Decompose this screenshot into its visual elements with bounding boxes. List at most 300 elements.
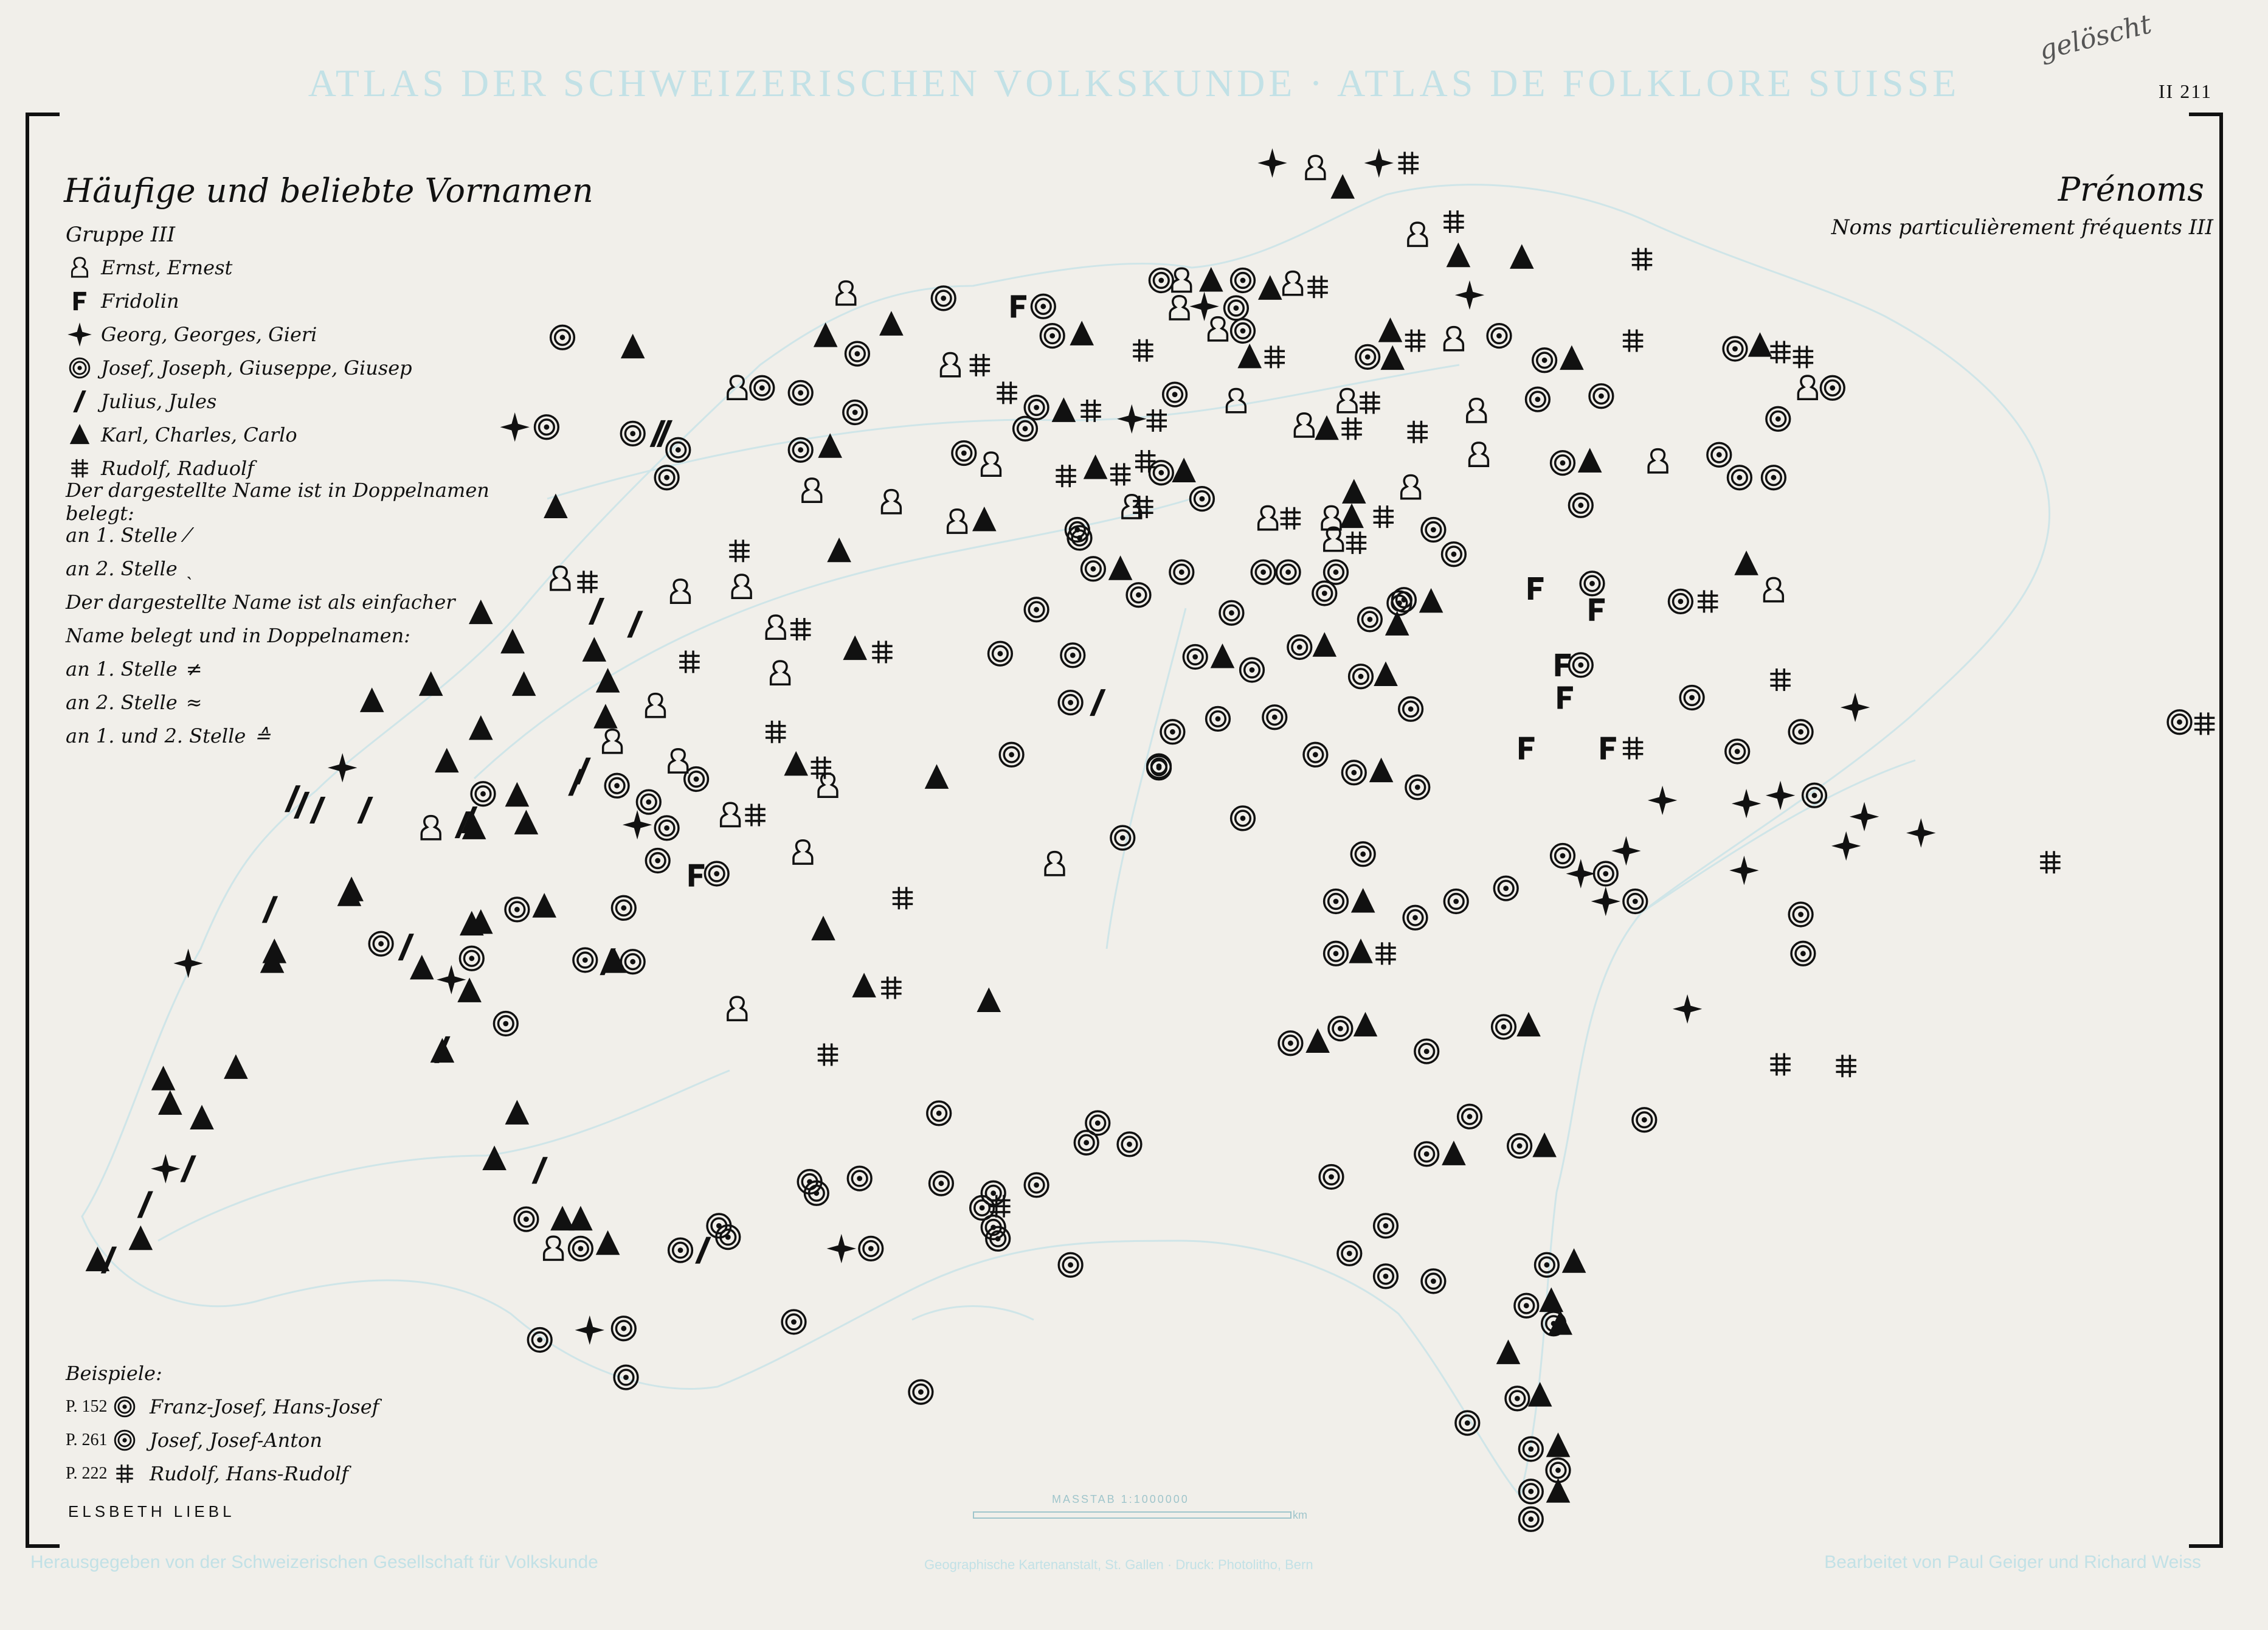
- map-symbol-concentric-circles-icon: [655, 466, 679, 490]
- map-symbol-concentric-circles-icon: [1415, 1039, 1439, 1063]
- map-symbol-triangle-icon: [596, 1230, 620, 1255]
- example-row: [66, 1457, 379, 1490]
- map-symbol-concentric-circles-icon: [750, 376, 774, 400]
- legend-note: [66, 719, 528, 752]
- map-symbol-concentric-circles-icon: [1399, 697, 1423, 721]
- map-symbol-four-point-star-icon: [1906, 818, 1935, 847]
- map-symbol-concentric-circles-icon: [1351, 842, 1375, 866]
- page-title-fr: Prénoms: [2058, 170, 2204, 209]
- map-symbol-concentric-circles-icon: [1086, 1111, 1110, 1135]
- map-symbol-concentric-circles-icon: [1515, 1294, 1538, 1317]
- map-symbol-person-head-icon: [1445, 327, 1464, 350]
- map-symbol-person-head-icon: [1045, 852, 1064, 875]
- map-symbol-double-hash-icon: [1698, 590, 1718, 612]
- map-symbol-triangle-icon: [505, 1100, 530, 1124]
- map-symbol-person-head-icon: [818, 774, 837, 797]
- map-symbol-triangle-icon: [410, 955, 434, 979]
- map-symbol-concentric-circles-icon: [1519, 1507, 1543, 1531]
- map-symbol-double-hash-icon: [766, 721, 786, 743]
- map-symbol-triangle-icon: [977, 988, 1001, 1012]
- map-symbol-person-head-icon: [1470, 443, 1488, 466]
- map-symbol-concentric-circles-icon: [1766, 407, 1790, 431]
- map-symbol-concentric-circles-icon: [1118, 1132, 1141, 1156]
- map-symbol-concentric-circles-icon: [514, 1207, 538, 1231]
- map-symbol-concentric-circles-icon: [1723, 337, 1747, 361]
- frame-corner-bottom-left: [26, 1544, 60, 1548]
- footer-editors: Bearbeitet von Paul Geiger und Richard Weiss: [1824, 1552, 2201, 1572]
- map-symbol-concentric-circles-icon: [1422, 1269, 1445, 1293]
- legend-note-text: Der dargestellte Name ist als einfacher: [66, 590, 455, 614]
- map-symbol-letter-f-icon: [1011, 295, 1026, 317]
- map-symbol-triangle-icon: [1199, 267, 1223, 291]
- map-symbol-double-hash-icon: [818, 1044, 838, 1066]
- map-symbol-triangle-icon: [1369, 758, 1394, 782]
- map-symbol-four-point-star-icon: [1841, 693, 1870, 722]
- legend-item-label: Rudolf, Raduolf: [101, 456, 255, 480]
- map-symbol-triangle-icon: [1330, 174, 1355, 198]
- map-symbol-four-point-star-icon: [1729, 856, 1758, 885]
- legend-item-label: Georg, Georges, Gieri: [101, 322, 317, 346]
- map-symbol-concentric-circles-icon: [573, 948, 597, 972]
- map-symbol-double-hash-icon: [1147, 409, 1167, 432]
- map-symbol-concentric-circles-icon: [1225, 296, 1248, 320]
- legend-note-text: an 1. und 2. Stelle: [66, 724, 246, 747]
- map-symbol-four-point-star-icon: [827, 1234, 856, 1263]
- map-symbol-concentric-circles-icon: [1519, 1480, 1543, 1503]
- scale-bar: [973, 1493, 1307, 1530]
- map-symbol-concentric-circles-icon: [1324, 890, 1348, 914]
- triangle-icon: [66, 421, 94, 449]
- map-symbol-concentric-circles-icon: [1803, 783, 1827, 807]
- map-symbol-triangle-icon: [1516, 1012, 1541, 1036]
- map-symbol-person-head-icon: [1322, 506, 1341, 529]
- map-symbol-concentric-circles-icon: [1392, 588, 1416, 612]
- map-symbol-concentric-circles-icon: [716, 1226, 740, 1249]
- map-symbol-person-head-icon: [671, 580, 690, 603]
- concentric-circles-icon: [66, 354, 94, 382]
- map-symbol-concentric-circles-icon: [1111, 826, 1135, 850]
- map-symbol-concentric-circles-icon: [1526, 387, 1550, 411]
- legend-note-text: an 1. Stelle: [66, 523, 178, 547]
- map-symbol-letter-f-icon: [1557, 687, 1573, 709]
- map-symbol-person-head-icon: [603, 730, 622, 753]
- map-symbol-double-hash-icon: [577, 570, 597, 593]
- map-symbol-concentric-circles-icon: [612, 1317, 635, 1340]
- concentric-circles-icon: [109, 1426, 140, 1454]
- map-symbol-triangle-icon: [814, 322, 838, 347]
- map-symbol-concentric-circles-icon: [1519, 1437, 1543, 1461]
- map-symbol-triangle-icon: [1342, 479, 1366, 503]
- map-symbol-concentric-circles-icon: [1349, 665, 1373, 688]
- map-symbol-triangle-icon: [1258, 275, 1282, 299]
- map-symbol-concentric-circles-icon: [669, 1238, 693, 1262]
- map-symbol-double-hash-icon: [1307, 276, 1327, 298]
- map-symbol-double-hash-icon: [790, 618, 811, 640]
- map-symbol-concentric-circles-icon: [505, 898, 529, 921]
- map-symbol-triangle-icon: [1351, 888, 1375, 912]
- map-symbol-concentric-circles-icon: [1313, 581, 1336, 605]
- map-symbol-triangle-icon: [1510, 244, 1534, 268]
- map-symbol-concentric-circles-icon: [1319, 1165, 1343, 1189]
- map-symbol-triangle-icon: [827, 538, 851, 562]
- map-symbol-person-head-icon: [1284, 272, 1302, 295]
- map-symbol-concentric-circles-icon: [1444, 890, 1468, 914]
- river-reuss: [1107, 608, 1186, 949]
- map-symbol-concentric-circles-icon: [1059, 691, 1082, 715]
- lake-outline: [912, 1306, 1034, 1320]
- map-symbol-concentric-circles-icon: [843, 401, 867, 425]
- map-symbol-person-head-icon: [1172, 268, 1191, 291]
- double-hash-icon: [109, 1460, 140, 1488]
- map-symbol-concentric-circles-icon: [1551, 844, 1575, 868]
- map-symbol-concentric-circles-icon: [1338, 1242, 1361, 1266]
- map-symbol-double-hash-icon: [1443, 210, 1464, 233]
- map-symbol-double-hash-icon: [1408, 421, 1428, 443]
- map-symbol-concentric-circles-icon: [1183, 645, 1207, 669]
- map-symbol-double-hash-icon: [1341, 417, 1361, 440]
- map-symbol-person-head-icon: [646, 694, 665, 717]
- map-symbol-triangle-icon: [569, 1206, 593, 1230]
- map-symbol-person-head-icon: [882, 490, 901, 513]
- map-symbol-triangle-icon: [224, 1054, 248, 1078]
- page-subtitle-fr: Noms particulièrement fréquents III: [1831, 215, 2213, 240]
- map-symbol-concentric-circles-icon: [621, 422, 645, 446]
- map-symbol-triangle-icon: [532, 893, 556, 917]
- map-symbol-concentric-circles-icon: [1533, 349, 1557, 372]
- legend-item-label: Josef, Joseph, Giuseppe, Giusep: [101, 356, 412, 380]
- map-symbol-slash-icon: [137, 1191, 153, 1218]
- map-symbol-concentric-circles-icon: [789, 438, 812, 462]
- map-symbol-concentric-circles-icon: [685, 768, 708, 791]
- map-symbol-concentric-circles-icon: [927, 1101, 951, 1125]
- map-symbol-person-head-icon: [1209, 317, 1228, 341]
- map-symbol-four-point-star-icon: [1831, 831, 1861, 861]
- map-symbol-double-hash-icon: [1836, 1055, 1856, 1077]
- example-point: P. 222: [66, 1463, 108, 1483]
- map-symbol-triangle-icon: [505, 782, 530, 806]
- scale-label: MASSTAB 1:1000000: [1052, 1493, 1189, 1505]
- map-symbol-concentric-circles-icon: [1789, 903, 1813, 926]
- map-symbol-double-hash-icon: [1623, 737, 1643, 760]
- map-symbol-concentric-circles-icon: [1589, 384, 1613, 408]
- map-symbol-concentric-circles-icon: [1231, 319, 1255, 343]
- four-point-star-icon: [66, 321, 94, 349]
- map-symbol-triangle-icon: [583, 637, 607, 661]
- map-symbol-double-hash-icon: [1405, 330, 1425, 352]
- map-symbol-triangle-icon: [1313, 632, 1337, 656]
- map-symbol-slash-icon: [627, 611, 643, 637]
- map-symbol-triangle-icon: [843, 636, 867, 660]
- map-symbol-concentric-circles-icon: [1161, 720, 1184, 744]
- map-symbol-four-point-star-icon: [1117, 404, 1146, 434]
- legend-item: [66, 251, 528, 284]
- map-symbol-concentric-circles-icon: [1342, 761, 1366, 785]
- map-symbol-double-hash-icon: [1360, 392, 1380, 414]
- map-symbol-letter-f-icon: [1528, 577, 1544, 600]
- map-symbol-triangle-icon: [1442, 1140, 1466, 1165]
- map-symbol-double-hash-icon: [1770, 668, 1790, 691]
- map-symbol-four-point-star-icon: [1648, 786, 1677, 815]
- map-symbol-concentric-circles-icon: [1726, 740, 1749, 763]
- map-symbol-person-head-icon: [1324, 527, 1343, 550]
- map-symbol-triangle-icon: [593, 704, 618, 728]
- map-symbol-triangle-icon: [1419, 588, 1443, 612]
- map-symbol-double-hash-icon: [1632, 248, 1652, 271]
- map-symbol-four-point-star-icon: [1611, 836, 1640, 865]
- map-symbol-concentric-circles-icon: [1551, 451, 1575, 475]
- map-symbol-concentric-circles-icon: [1031, 294, 1055, 318]
- map-symbol-person-head-icon: [669, 749, 688, 772]
- sheet-number: II 211: [2158, 80, 2212, 102]
- map-symbol-concentric-circles-icon: [848, 1167, 871, 1190]
- example-row: [66, 1390, 379, 1423]
- map-symbol-person-head-icon: [1467, 399, 1486, 422]
- letter-f-icon: [66, 287, 94, 315]
- legend-note-text: an 1. Stelle: [66, 657, 178, 681]
- map-symbol-concentric-circles-icon: [1304, 743, 1327, 766]
- map-symbol-four-point-star-icon: [437, 965, 466, 994]
- frame-right: [2219, 113, 2223, 1548]
- legend-note-mark: ≈: [185, 690, 202, 714]
- map-symbol-concentric-circles-icon: [614, 1365, 638, 1389]
- map-symbol-four-point-star-icon: [1257, 148, 1287, 178]
- map-symbol-concentric-circles-icon: [1633, 1108, 1656, 1132]
- map-symbol-slash-icon: [398, 934, 414, 960]
- map-symbol-concentric-circles-icon: [1059, 1253, 1082, 1277]
- map-symbol-triangle-icon: [1340, 504, 1364, 528]
- frame-corner-top-right: [2189, 113, 2223, 116]
- map-symbol-concentric-circles-icon: [1791, 942, 1815, 965]
- map-symbol-concentric-circles-icon: [1623, 890, 1647, 914]
- map-symbol-person-head-icon: [948, 510, 967, 533]
- map-symbol-double-hash-icon: [881, 977, 901, 999]
- map-symbol-concentric-circles-icon: [1288, 636, 1312, 659]
- map-symbol-concentric-circles-icon: [1061, 643, 1085, 667]
- map-symbol-concentric-circles-icon: [1324, 942, 1348, 965]
- legend-note: [66, 619, 528, 652]
- map-symbol-person-head-icon: [1402, 476, 1420, 499]
- map-symbol-concentric-circles-icon: [1442, 543, 1466, 566]
- map-symbol-four-point-star-icon: [1364, 148, 1394, 178]
- map-symbol-concentric-circles-icon: [986, 1227, 1010, 1250]
- map-symbol-concentric-circles-icon: [1149, 461, 1173, 485]
- legend: [66, 219, 528, 752]
- map-symbol-concentric-circles-icon: [1276, 560, 1300, 584]
- map-symbol-double-hash-icon: [997, 381, 1017, 404]
- map-symbol-concentric-circles-icon: [666, 438, 690, 462]
- map-symbol-four-point-star-icon: [1850, 802, 1879, 831]
- examples: [66, 1356, 379, 1490]
- map-symbol-concentric-circles-icon: [909, 1380, 933, 1404]
- legend-note-text: an 2. Stelle: [66, 557, 178, 580]
- map-symbol-triangle-icon: [1385, 611, 1409, 635]
- map-symbol-triangle-icon: [852, 973, 876, 997]
- map-symbol-four-point-star-icon: [151, 1154, 180, 1183]
- map-symbol-concentric-circles-icon: [569, 1237, 593, 1261]
- map-symbol-concentric-circles-icon: [789, 381, 812, 405]
- concentric-circles-icon: [109, 1393, 140, 1421]
- river-inn: [1642, 760, 1915, 912]
- map-symbol-concentric-circles-icon: [1356, 345, 1380, 369]
- map-symbol-concentric-circles-icon: [655, 816, 679, 840]
- map-symbol-concentric-circles-icon: [1415, 1142, 1439, 1166]
- map-symbol-concentric-circles-icon: [782, 1310, 806, 1334]
- map-symbol-double-hash-icon: [1080, 400, 1101, 422]
- page-title-de: Häufige und beliebte Vornamen: [64, 172, 593, 210]
- map-symbol-concentric-circles-icon: [1068, 526, 1091, 550]
- footer-printer: Geographische Kartenanstalt, St. Gallen · Druck: Photolitho, Bern: [924, 1557, 1313, 1572]
- map-symbol-concentric-circles-icon: [1147, 754, 1171, 778]
- map-symbol-triangle-icon: [925, 764, 949, 788]
- legend-items: [66, 251, 528, 485]
- map-symbol-double-hash-icon: [2040, 851, 2060, 873]
- map-symbol-concentric-circles-icon: [705, 862, 728, 886]
- map-symbol-slash-icon: [589, 598, 604, 625]
- frame-corner-bottom-right: [2189, 1544, 2223, 1548]
- map-symbol-concentric-circles-icon: [1263, 706, 1287, 729]
- map-symbol-double-hash-icon: [1281, 507, 1301, 530]
- map-symbol-double-hash-icon: [1135, 450, 1155, 473]
- map-symbol-person-head-icon: [941, 353, 960, 376]
- map-symbol-double-hash-icon: [811, 757, 831, 779]
- map-symbol-double-hash-icon: [1770, 1053, 1790, 1076]
- map-symbol-slash-icon: [1090, 689, 1105, 716]
- map-symbol-person-head-icon: [766, 616, 785, 639]
- map-symbol-triangle-icon: [621, 334, 645, 358]
- map-symbol-concentric-circles-icon: [1025, 1173, 1048, 1197]
- map-symbol-double-hash-icon: [1346, 532, 1366, 554]
- legend-item: [66, 317, 528, 351]
- map-symbol-letter-f-icon: [1600, 737, 1616, 760]
- map-symbol-slash-icon: [262, 896, 278, 923]
- person-head-icon: [66, 254, 94, 282]
- map-symbol-concentric-circles-icon: [1487, 324, 1511, 348]
- map-symbol-triangle-icon: [151, 1066, 176, 1090]
- map-symbol-concentric-circles-icon: [1707, 443, 1731, 466]
- map-symbol-triangle-icon: [1734, 550, 1758, 575]
- map-symbol-double-hash-icon: [1398, 152, 1419, 175]
- legend-note-text: Der dargestellte Name ist in Doppelnamen belegt:: [66, 478, 489, 525]
- map-symbol-person-head-icon: [721, 803, 740, 826]
- map-symbol-concentric-circles-icon: [646, 849, 669, 873]
- legend-group: Gruppe III: [66, 223, 176, 247]
- frame-left: [26, 113, 29, 1548]
- legend-item: [66, 384, 528, 418]
- map-symbol-four-point-star-icon: [1732, 789, 1761, 818]
- map-symbol-concentric-circles-icon: [471, 782, 495, 806]
- map-symbol-letter-f-icon: [1589, 598, 1605, 621]
- map-symbol-person-head-icon: [982, 453, 1001, 476]
- map-symbol-person-head-icon: [1338, 389, 1357, 412]
- map-symbol-person-head-icon: [1648, 449, 1667, 473]
- map-symbol-person-head-icon: [1765, 578, 1783, 601]
- map-symbol-person-head-icon: [1306, 156, 1325, 179]
- slash-icon: [66, 387, 94, 415]
- legend-note-text: Name belegt und in Doppelnamen:: [66, 623, 410, 647]
- map-symbol-concentric-circles-icon: [369, 932, 393, 955]
- legend-item: [66, 284, 528, 317]
- map-symbol-triangle-icon: [1380, 345, 1405, 370]
- map-symbol-triangle-icon: [1532, 1132, 1557, 1157]
- map-symbol-person-head-icon: [1259, 506, 1277, 529]
- map-symbol-slash-icon: [180, 1156, 196, 1182]
- map-symbol-concentric-circles-icon: [1494, 876, 1518, 900]
- map-symbol-letter-f-icon: [1519, 737, 1535, 760]
- map-symbol-triangle-icon: [1070, 321, 1094, 345]
- map-symbol-slash-icon: [695, 1237, 711, 1264]
- map-symbol-triangle-icon: [457, 977, 482, 1002]
- map-symbol-person-head-icon: [1170, 296, 1189, 319]
- map-symbol-triangle-icon: [158, 1090, 182, 1114]
- map-symbol-concentric-circles-icon: [551, 325, 575, 349]
- map-symbol-triangle-icon: [879, 311, 904, 335]
- map-symbol-concentric-circles-icon: [1535, 1253, 1559, 1277]
- map-symbol-triangle-icon: [190, 1105, 214, 1129]
- map-symbol-concentric-circles-icon: [1762, 466, 1786, 490]
- map-symbol-four-point-star-icon: [1591, 887, 1620, 916]
- map-symbol-triangle-icon: [1349, 938, 1373, 963]
- map-symbol-concentric-circles-icon: [637, 790, 660, 814]
- map-symbol-slash-icon: [309, 797, 325, 824]
- legend-item-label: Julius, Jules: [101, 389, 217, 413]
- map-symbol-concentric-circles-icon: [2168, 710, 2191, 734]
- map-symbol-concentric-circles-icon: [1508, 1134, 1532, 1158]
- map-symbol-concentric-circles-icon: [1279, 1032, 1302, 1055]
- map-symbol-double-hash-icon: [1770, 341, 1790, 363]
- legend-note-mark: ≠: [185, 657, 202, 681]
- map-symbol-concentric-circles-icon: [1374, 1214, 1398, 1238]
- map-symbol-concentric-circles-icon: [1082, 557, 1105, 581]
- legend-note: [66, 685, 528, 719]
- river-rhone: [158, 1070, 730, 1241]
- map-symbol-concentric-circles-icon: [1149, 269, 1173, 293]
- map-symbol-concentric-circles-icon: [1170, 560, 1194, 584]
- map-symbol-concentric-circles-icon: [528, 1328, 551, 1352]
- map-symbol-concentric-circles-icon: [605, 774, 629, 797]
- map-symbol-concentric-circles-icon: [1025, 396, 1048, 420]
- example-point: P. 261: [66, 1430, 108, 1449]
- map-symbol-person-head-icon: [837, 282, 856, 305]
- map-symbol-person-head-icon: [803, 479, 821, 502]
- map-symbol-triangle-icon: [1578, 448, 1602, 472]
- map-symbol-triangle-icon: [1305, 1028, 1330, 1053]
- map-symbol-concentric-circles-icon: [1220, 601, 1243, 625]
- map-symbol-concentric-circles-icon: [494, 1012, 517, 1036]
- map-symbol-concentric-circles-icon: [859, 1237, 883, 1261]
- map-symbol-concentric-circles-icon: [460, 946, 483, 970]
- map-symbol-four-point-star-icon: [1673, 994, 1702, 1024]
- map-symbol-double-hash-icon: [1375, 942, 1395, 965]
- map-symbol-concentric-circles-icon: [1000, 743, 1023, 766]
- example-text: Josef, Josef-Anton: [150, 1428, 322, 1452]
- map-symbol-concentric-circles-icon: [1251, 560, 1275, 584]
- map-symbol-double-hash-icon: [745, 804, 765, 827]
- map-symbol-slash-icon: [357, 797, 373, 824]
- examples-title: Beispiele:: [66, 1361, 162, 1385]
- map-symbol-concentric-circles-icon: [1458, 1105, 1482, 1128]
- map-symbol-triangle-icon: [544, 494, 568, 518]
- legend-notes: [66, 478, 528, 752]
- map-symbol-double-hash-icon: [679, 651, 699, 673]
- map-symbol-double-hash-icon: [1110, 463, 1130, 485]
- map-symbol-person-head-icon: [1408, 223, 1427, 246]
- map-symbol-concentric-circles-icon: [1680, 686, 1704, 710]
- map-symbol-triangle-icon: [972, 507, 997, 531]
- map-symbol-concentric-circles-icon: [930, 1171, 953, 1195]
- map-symbol-slash-icon: [568, 769, 584, 796]
- footer-publisher: Herausgegeben von der Schweizerischen Gesellschaft für Volkskunde: [30, 1552, 598, 1572]
- map-symbol-concentric-circles-icon: [1728, 466, 1752, 490]
